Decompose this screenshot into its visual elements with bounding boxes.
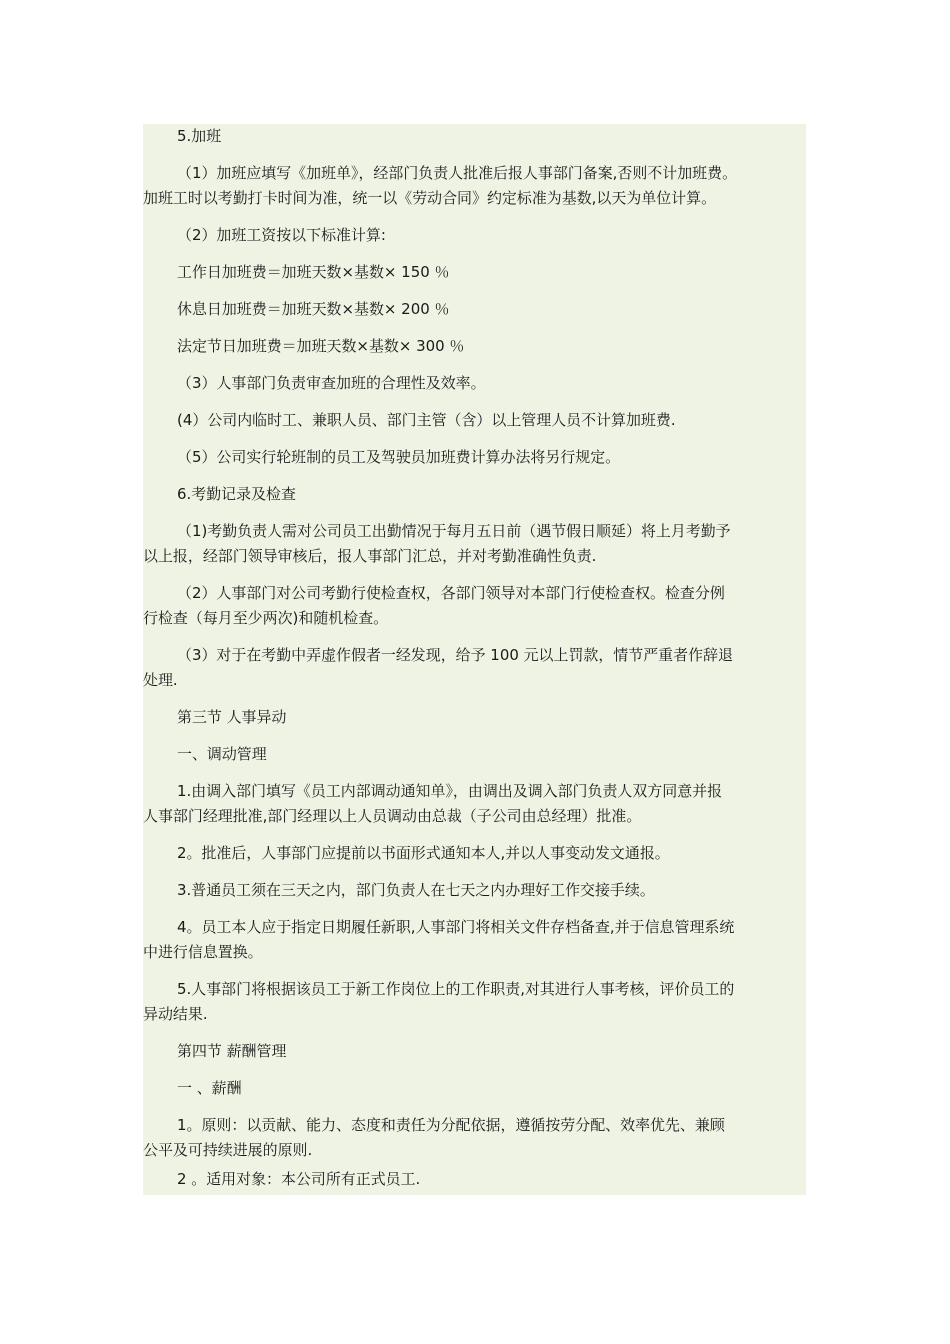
formula-restday: 休息日加班费＝加班天数×基数× 200 ％ [177,300,450,318]
subheading-salary: 一 、薪酬 [177,1079,242,1097]
heading-attendance: 6.考勤记录及检查 [177,485,296,503]
paragraph-overtime-1: （1）加班应填写《加班单》，经部门负责人批准后报人事部门备案,否则不计加班费。 加班工时以考勤打卡时间为准，统一以《劳动合同》约定标准为基数,以天为单位计算。 [143,164,738,207]
paragraph-overtime-4: (4）公司内临时工、兼职人员、部门主管（含）以上管理人员不计算加班费. [177,411,676,429]
paragraph-transfer-5: 5.人事部门将根据该员工于新工作岗位上的工作职责,对其进行人事考核，评价员工的 异动结果. [143,980,735,1023]
section-heading-compensation: 第四节 薪酬管理 [177,1042,287,1060]
paragraph-overtime-2: （2）加班工资按以下标准计算: [177,226,386,244]
paragraph-attendance-1: （1)考勤负责人需对公司员工出勤情况于每月五日前（遇节假日顺延）将上月考勤予 以上报，经部门领导审核后，报人事部门汇总，并对考勤准确性负责. [143,522,731,565]
paragraph-overtime-3: （3）人事部门负责审查加班的合理性及效率。 [177,374,486,392]
paragraph-transfer-4: 4。员工本人应于指定日期履任新职,人事部门将相关文件存档备查,并于信息管理系统 中进行信息置换。 [143,918,735,961]
document-page [143,124,806,1195]
paragraph-transfer-3: 3.普通员工须在三天之内，部门负责人在七天之内办理好工作交接手续。 [177,881,655,899]
paragraph-attendance-2: （2）人事部门对公司考勤行使检查权，各部门领导对本部门行使检查权。检查分例 行检查（每月至少两次)和随机检查。 [143,584,725,627]
paragraph-overtime-5: （5）公司实行轮班制的员工及驾驶员加班费计算办法将另行规定。 [177,448,621,466]
paragraph-attendance-3: （3）对于在考勤中弄虚作假者一经发现，给予 100 元以上罚款，情节严重者作辞退 处理. [143,646,733,689]
paragraph-salary-2: 2 。适用对象：本公司所有正式员工. [177,1170,421,1188]
formula-holiday: 法定节日加班费＝加班天数×基数× 300 ％ [177,337,465,355]
section-heading-personnel-change: 第三节 人事异动 [177,708,287,726]
subheading-transfer: 一、调动管理 [177,745,267,763]
paragraph-transfer-1: 1.由调入部门填写《员工内部调动通知单》，由调出及调入部门负责人双方同意并报 人事部门经理批准,部门经理以上人员调动由总裁（子公司由总经理）批准。 [143,782,723,825]
paragraph-salary-1: 1。原则：以贡献、能力、态度和责任为分配依据，遵循按劳分配、效率优先、兼顾 公平及可持续进展的原则. [143,1116,725,1159]
heading-overtime: 5.加班 [177,127,222,145]
formula-workday: 工作日加班费＝加班天数×基数× 150 ％ [177,263,450,281]
paragraph-transfer-2: 2。批准后，人事部门应提前以书面形式通知本人,并以人事变动发文通报。 [177,844,670,862]
